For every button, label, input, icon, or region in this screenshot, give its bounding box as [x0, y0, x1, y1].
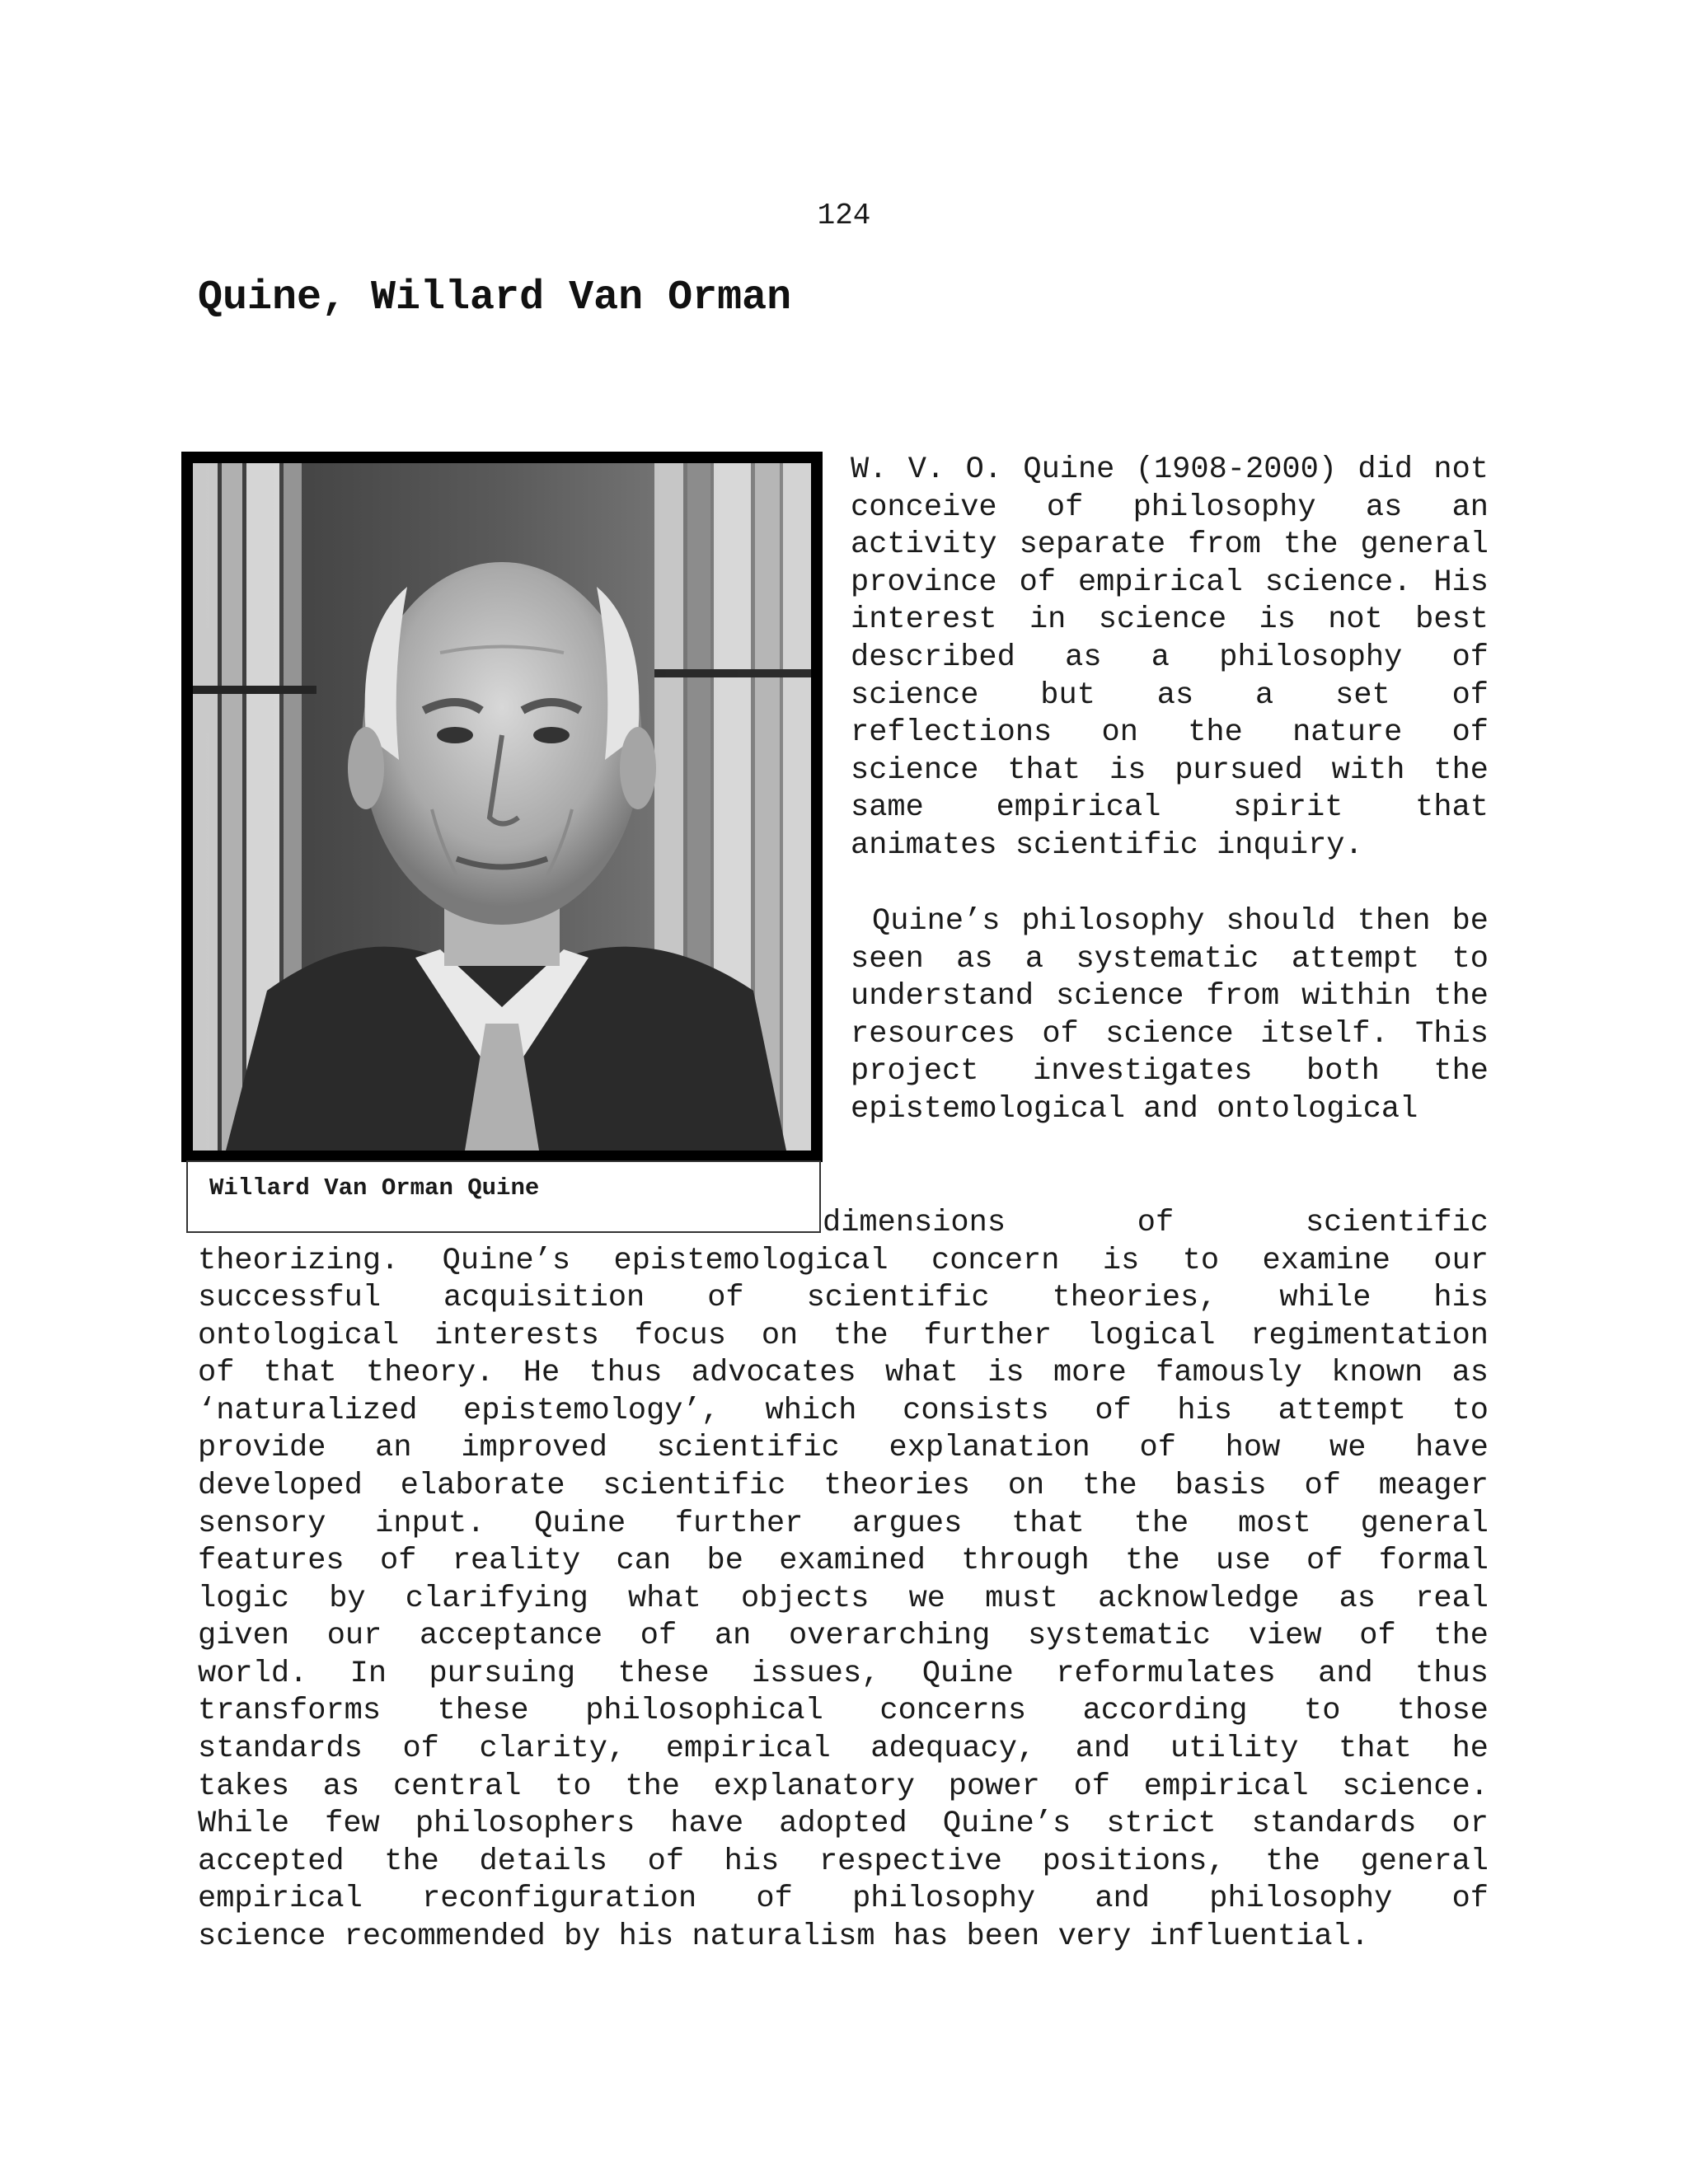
- body-line: empirical reconfiguration of philosophy and philosophy of: [198, 1882, 1489, 1916]
- body-line: transforms these philosophical concerns according to those: [198, 1694, 1489, 1728]
- body-line: While few philosophers have adopted Quine’s strict standards or: [198, 1807, 1489, 1841]
- portrait-photo: [193, 463, 811, 1151]
- body-line: world. In pursuing these issues, Quine reformulates and thus: [198, 1657, 1489, 1691]
- body-line: given our acceptance of an overarching systematic view of the: [198, 1619, 1489, 1653]
- body-line: ontological interests focus on the further logical regimentation: [198, 1319, 1489, 1353]
- portrait-photo-frame: [181, 452, 823, 1162]
- figure-caption-box: [186, 1160, 821, 1233]
- body-line: successful acquisition of scientific theories, while his: [198, 1281, 1489, 1315]
- page-number: 124: [817, 199, 871, 232]
- body-line: provide an improved scientific explanation of how we have: [198, 1431, 1489, 1465]
- body-line: accepted the details of his respective positions, the general: [198, 1844, 1489, 1879]
- body-line: standards of clarity, empirical adequacy, and utility that he: [198, 1732, 1489, 1766]
- body-line: features of reality can be examined through the use of formal: [198, 1544, 1489, 1578]
- body-line: dimensions of scientific: [823, 1206, 1489, 1240]
- body-line: logic by clarifying what objects we must acknowledge as real: [198, 1582, 1489, 1616]
- body-line: theorizing. Quine’s epistemological concern is to examine our: [198, 1244, 1489, 1278]
- body-paragraph-1: W. V. O. Quine (1908-2000) did not conceive of philosophy as an activity separate from the general province of empirical science. His interest in science is not best described as a philosophy of science but as a set of reflections on the nature of science that is pursued with the same empirical spirit that animates scientific inquiry.: [851, 452, 1489, 863]
- body-paragraph-2: Quine’s philosophy should then be seen as a systematic attempt to understand science from within the resources of science itself. This project investigates both the epistemological and ontological: [851, 904, 1489, 1127]
- body-line: developed elaborate scientific theories on the basis of meager: [198, 1469, 1489, 1503]
- body-line: science recommended by his naturalism has been very influential.: [198, 1919, 1370, 1954]
- body-line: ‘naturalized epistemology’, which consists of his attempt to: [198, 1394, 1489, 1428]
- page-title: Quine, Willard Van Orman: [198, 274, 792, 321]
- figure-caption: Willard Van Orman Quine: [209, 1174, 540, 1202]
- body-line: sensory input. Quine further argues that the most general: [198, 1507, 1489, 1541]
- body-line: takes as central to the explanatory power of empirical science.: [198, 1769, 1489, 1804]
- body-line: of that theory. He thus advocates what is more famously known as: [198, 1356, 1489, 1390]
